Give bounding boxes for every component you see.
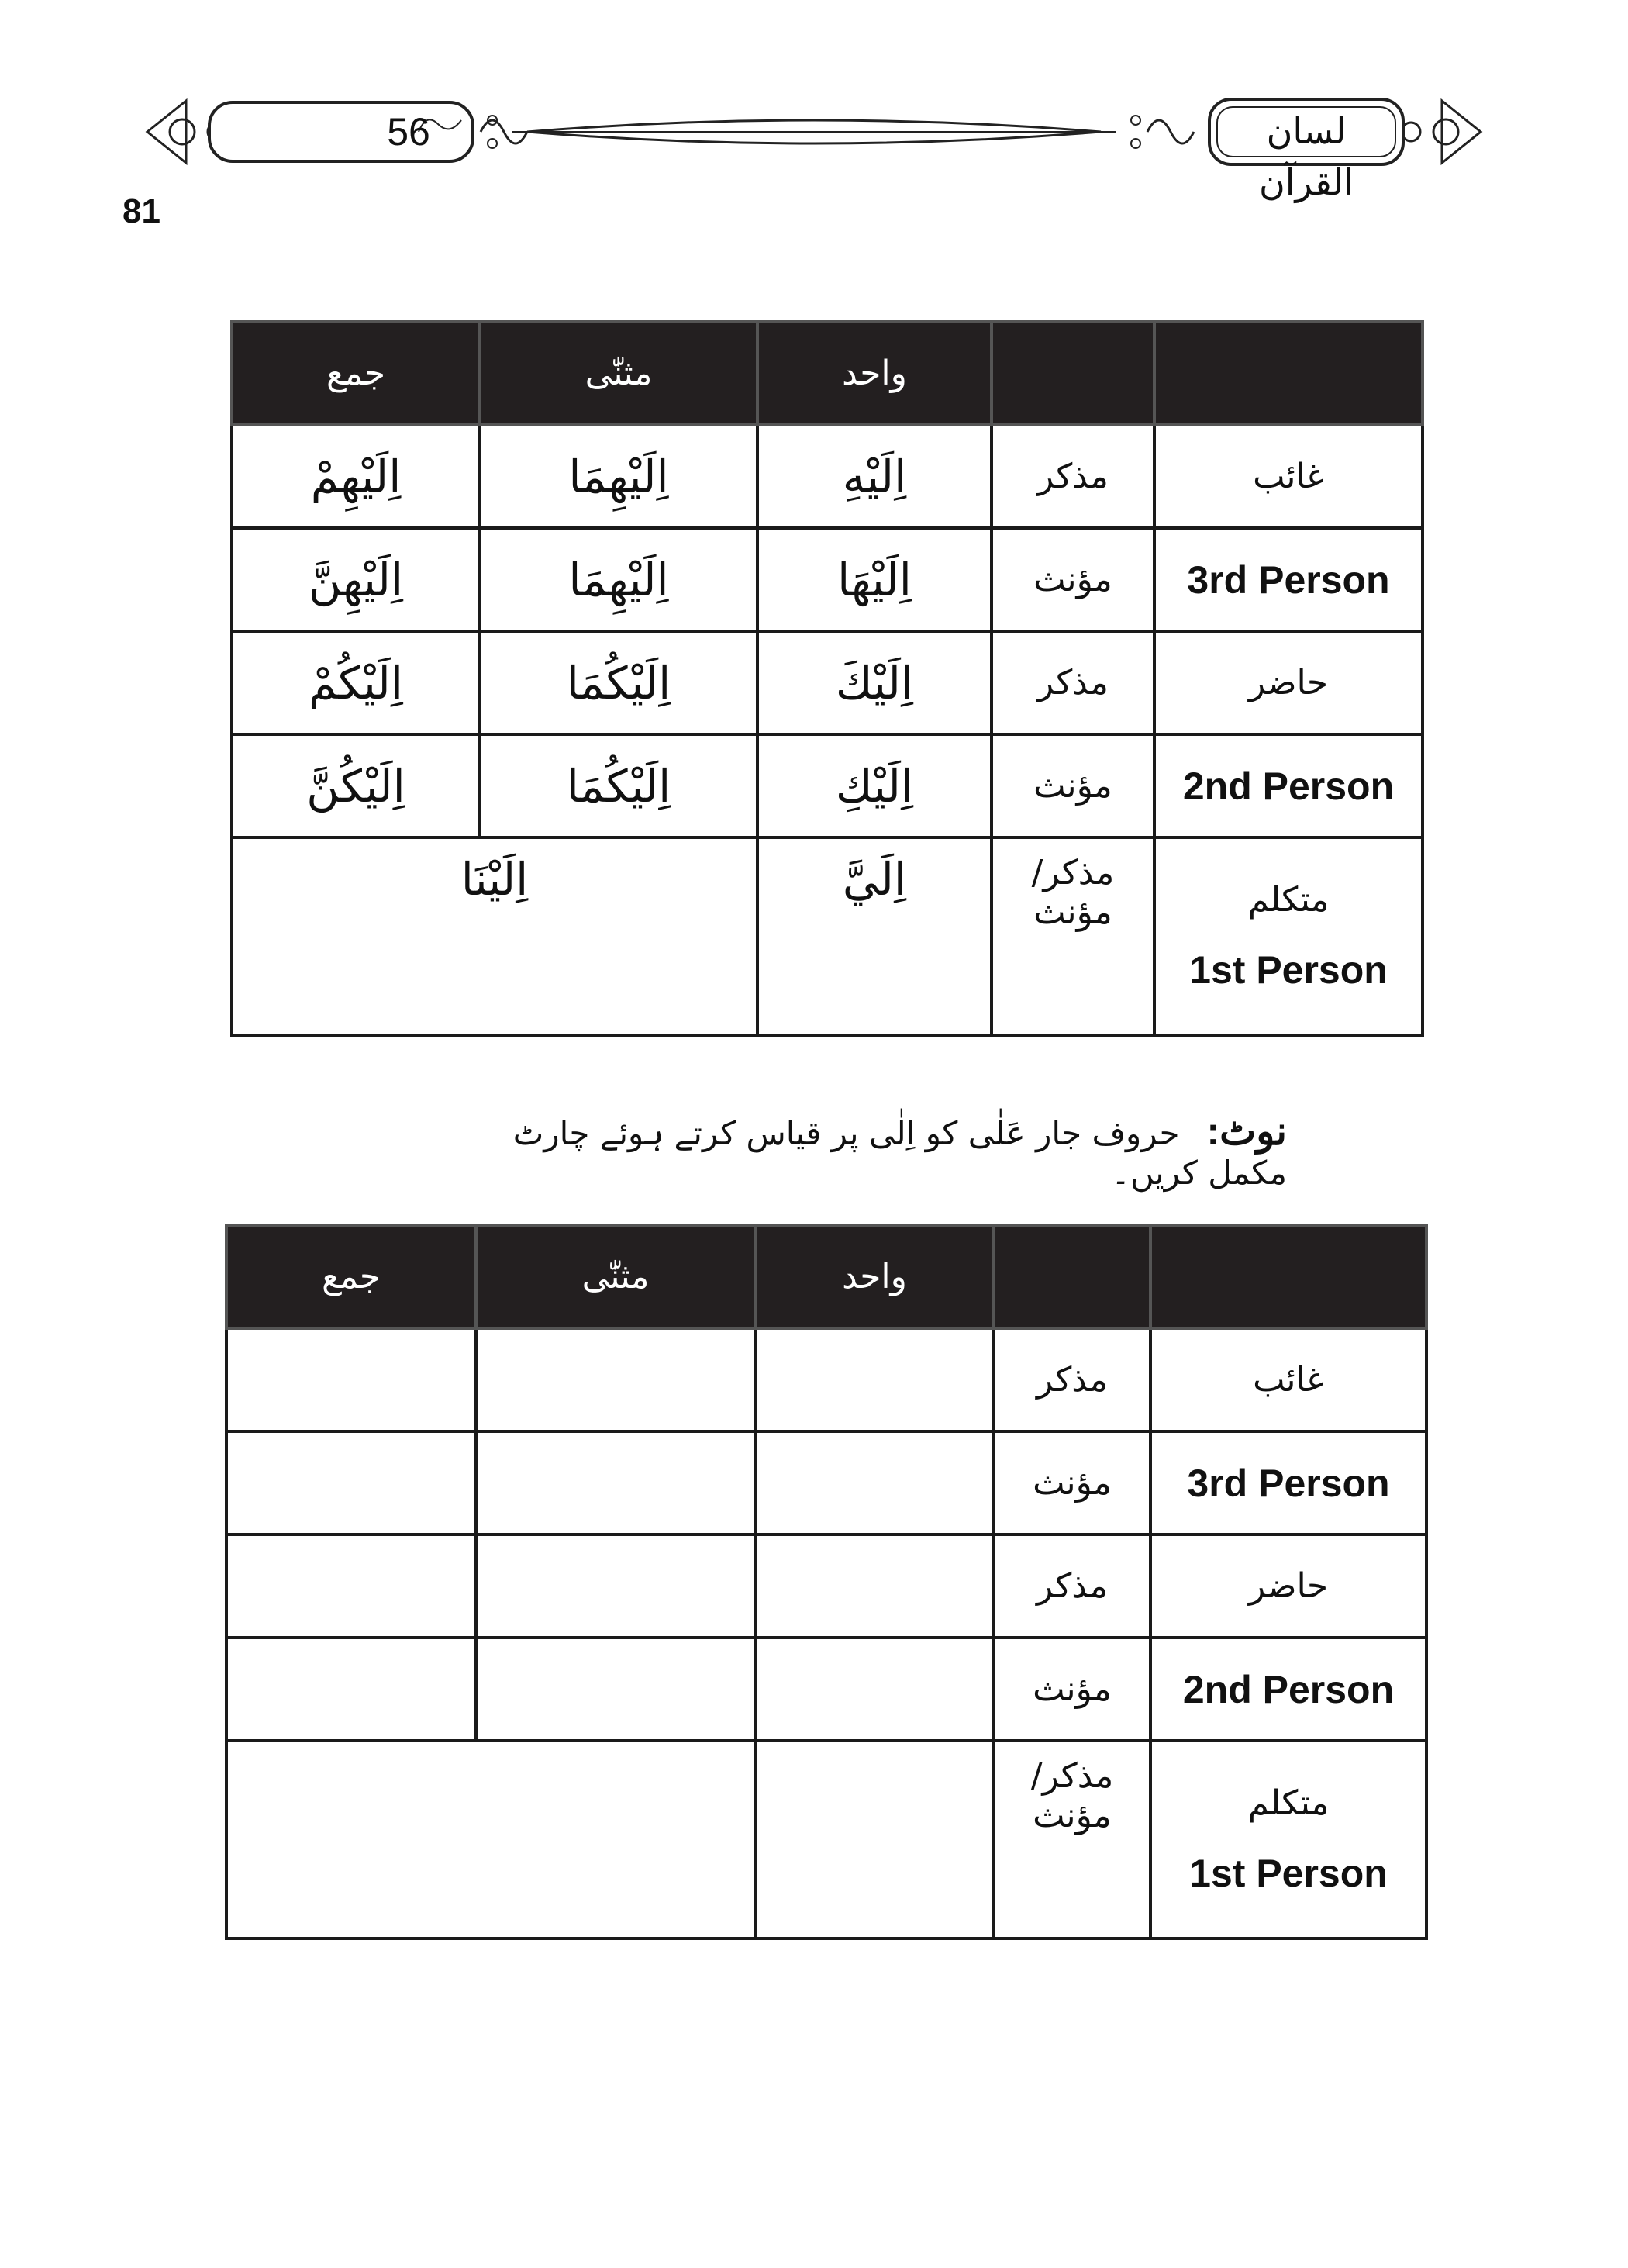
cell-gender: مؤنث [992, 528, 1154, 631]
table-row [232, 734, 1423, 837]
cell-plural-dual: اِلَيْنَا [232, 837, 757, 1035]
cell-plural: اِلَيْهِنَّ [232, 528, 480, 631]
empty-cell[interactable] [226, 1534, 476, 1638]
cell-gender: مؤنث [994, 1638, 1150, 1741]
header-dual: مثنّٰی [476, 1225, 755, 1328]
empty-cell[interactable] [476, 1534, 755, 1638]
table-row [232, 631, 1423, 734]
label-first-person: 1st Person [1189, 1852, 1388, 1895]
empty-cell[interactable] [476, 1638, 755, 1741]
cell-plural: اِلَيْكُنَّ [232, 734, 480, 837]
empty-cell[interactable] [226, 1638, 476, 1741]
cell-person [1154, 837, 1423, 1035]
cell-person: حاضر [1154, 631, 1423, 734]
empty-cell[interactable] [226, 1431, 476, 1534]
cell-singular: اِلَيْكِ [757, 734, 992, 837]
table-filled [230, 320, 1424, 1037]
table-row [226, 1741, 1426, 1938]
empty-cell[interactable] [476, 1431, 755, 1534]
book-title: لسان القرآن [1258, 110, 1354, 203]
cell-dual: اِلَيْكُمَا [480, 734, 757, 837]
note-text: حروف جار عَلٰی کو اِلٰی پر قیاس کرتے ہوئے چارٹ مکمل کریں۔ [512, 1114, 1287, 1192]
header-person [1150, 1225, 1426, 1328]
table-blank [225, 1224, 1428, 1940]
cell-dual: اِلَيْهِمَا [480, 528, 757, 631]
header-singular: واحد [755, 1225, 994, 1328]
table-header-row [232, 322, 1423, 425]
label-first-person: 1st Person [1189, 948, 1388, 992]
cell-person: حاضر [1150, 1534, 1426, 1638]
header-gender [992, 322, 1154, 425]
cell-gender: مذکر [994, 1534, 1150, 1638]
empty-cell[interactable] [226, 1741, 755, 1938]
page-header [140, 85, 1488, 203]
table-row [226, 1534, 1426, 1638]
table-row [226, 1638, 1426, 1741]
label-mutakallim: متکلم [1247, 1783, 1330, 1823]
cell-dual: اِلَيْهِمَا [480, 425, 757, 528]
empty-cell[interactable] [755, 1328, 994, 1431]
cell-person: غائب [1150, 1328, 1426, 1431]
empty-cell[interactable] [476, 1328, 755, 1431]
table-row [232, 837, 1423, 1035]
cell-singular: اِلَيْهِ [757, 425, 992, 528]
cell-gender: مؤنث [994, 1431, 1150, 1534]
cell-dual: اِلَيْكُمَا [480, 631, 757, 734]
table-row [232, 425, 1423, 528]
cell-plural: اِلَيْكُمْ [232, 631, 480, 734]
cell-person: 2nd Person [1154, 734, 1423, 837]
page-number: 56 [387, 110, 430, 154]
header-dual: مثنّٰی [480, 322, 757, 425]
table-row [226, 1328, 1426, 1431]
note-label: نوٹ: [1206, 1110, 1287, 1153]
header-gender [994, 1225, 1150, 1328]
header-person [1154, 322, 1423, 425]
empty-cell[interactable] [755, 1638, 994, 1741]
cell-singular: اِلَيَّ [757, 837, 992, 1035]
empty-cell[interactable] [755, 1534, 994, 1638]
empty-cell[interactable] [755, 1741, 994, 1938]
table-row [226, 1431, 1426, 1534]
cell-gender: مؤنث [992, 734, 1154, 837]
cell-gender: مذکر/مؤنث [994, 1741, 1150, 1938]
empty-cell[interactable] [755, 1431, 994, 1534]
cell-person [1150, 1741, 1426, 1938]
table-row [232, 528, 1423, 631]
cell-gender: مذکر/مؤنث [992, 837, 1154, 1035]
cell-singular: اِلَيْكَ [757, 631, 992, 734]
note [434, 1109, 1287, 1192]
header-plural: جمع [226, 1225, 476, 1328]
header-singular: واحد [757, 322, 992, 425]
corner-number: 81 [122, 192, 160, 230]
cell-person: غائب [1154, 425, 1423, 528]
cell-plural: اِلَيْهِمْ [232, 425, 480, 528]
cell-singular: اِلَيْهَا [757, 528, 992, 631]
empty-cell[interactable] [226, 1328, 476, 1431]
header-plural: جمع [232, 322, 480, 425]
cell-gender: مذکر [992, 425, 1154, 528]
table-header-row [226, 1225, 1426, 1328]
cell-gender: مذکر [994, 1328, 1150, 1431]
cell-gender: مذکر [992, 631, 1154, 734]
cell-person: 3rd Person [1154, 528, 1423, 631]
label-mutakallim: متکلم [1247, 880, 1330, 920]
cell-person: 3rd Person [1150, 1431, 1426, 1534]
cell-person: 2nd Person [1150, 1638, 1426, 1741]
